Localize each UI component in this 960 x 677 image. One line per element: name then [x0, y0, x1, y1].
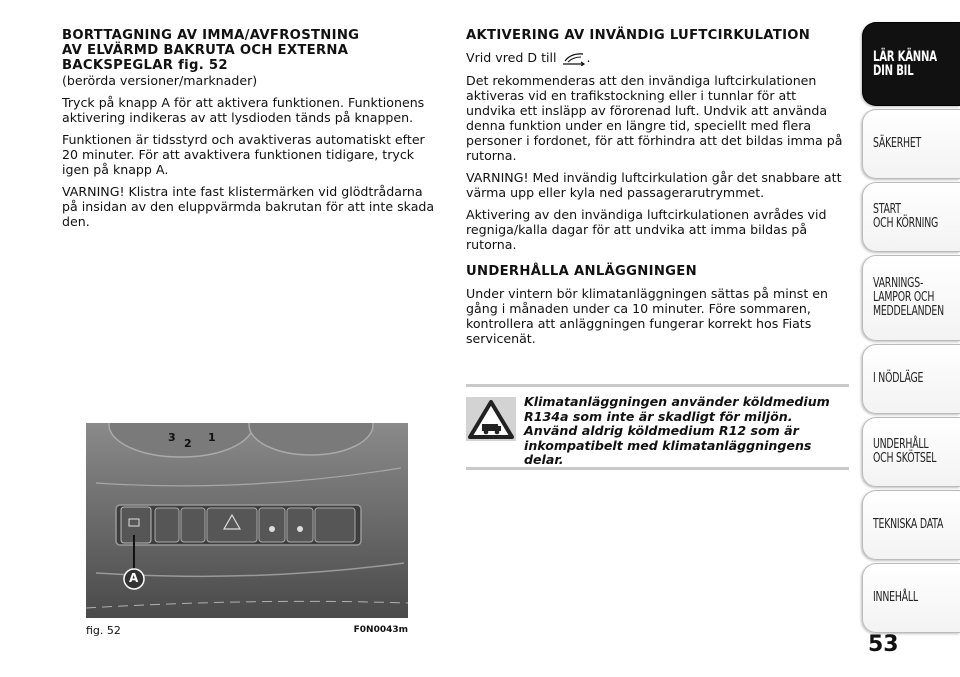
section-heading-defrost: BORTTAGNING AV IMMA/AVFROSTNING AV ELVÄRMD BAKRUTA OCH EXTERNA BACKSPEGLAR fig. 52 — [62, 28, 360, 73]
tab-lar-kanna-din-bil[interactable]: LÄR KÄNNA DIN BIL — [862, 22, 960, 106]
tab-i-nodlage[interactable]: I NÖDLÄGE — [862, 344, 960, 414]
chapter-sidebar — [862, 22, 960, 636]
tab-varningslampor[interactable]: VARNINGS- LAMPOR OCH MEDDELANDEN — [862, 255, 960, 341]
paragraph-activate: Tryck på knapp A för att aktivera funktionen. Funktionens aktivering indikeras av att lysdioden tänds på knappen. — [62, 95, 425, 125]
paragraph-maintenance: Under vintern bör klimatanläggningen sättas på minst en gång i månaden under ca 10 minuter. Före sommaren, kontrollera att anläggningen fungerar korrekt hos Fiats servicenät. — [466, 285, 829, 346]
section-heading-recirculation: AKTIVERING AV INVÄNDIG LUFTCIRKULATION — [466, 28, 811, 43]
dial-number-3: 3 — [168, 431, 176, 444]
left-column — [62, 28, 442, 236]
warning-text: Klimatanläggningen använder köldmedium R134a som inte är skadligt för miljön. Använd aldrig köldmedium R12 som är inkompatibelt med klimatanläggningens delar. — [524, 394, 830, 467]
tab-innehall[interactable]: INNEHÅLL — [862, 563, 960, 633]
environment-warning-box — [466, 384, 849, 470]
paragraph-warning-faster: VARNING! Med invändig luftcirkulation går det snabbare att värma upp eller kyla ned passagerarutrymmet. — [466, 169, 842, 200]
page-number: 53 — [868, 632, 899, 657]
recirculation-icon — [561, 52, 587, 66]
tab-sakerhet[interactable]: SÄKERHET — [862, 109, 960, 179]
warning-triangle-icon — [466, 397, 516, 441]
label-a: A — [129, 571, 139, 585]
paragraph-discouraged: Aktivering av den invändiga luftcirkulationen avrådes vid regniga/kalla dagar för att undvika att imma bildas på rutorna. — [466, 206, 827, 252]
dial-number-2: 2 — [184, 437, 192, 450]
paragraph-warning: VARNING! Klistra inte fast klistermärken vid glödtrådarna på insidan av den eluppvärmda bakrutan för att inte skada den. — [62, 184, 435, 229]
turn-knob-text: Vrid vred D till — [466, 50, 557, 65]
figure-number: fig. 52 — [86, 624, 121, 637]
turn-knob-period: . — [586, 50, 591, 65]
figure-52-dashboard-photo — [86, 423, 408, 618]
tab-tekniska-data[interactable]: TEKNISKA DATA — [862, 490, 960, 560]
figure-code: F0N0043m — [353, 625, 408, 635]
tab-underhall-och-skotsel[interactable]: UNDERHÅLL OCH SKÖTSEL — [862, 417, 960, 487]
paragraph-turn-knob — [466, 50, 848, 66]
paragraph-recommendation: Det rekommenderas att den invändiga luftcirkulationen aktiveras vid en trafikstockning eller i tunnlar för att undvika ett insläpp av förorenad luft. Undvik att använda denna funktion under en längre tid, speciellt med flera personer i fordonet, för att förhindra att det bildas imma på rutorna. — [466, 72, 843, 163]
right-column — [466, 28, 848, 353]
figure-caption — [86, 624, 408, 637]
section-heading-maintenance: UNDERHÅLLA ANLÄGGNINGEN — [466, 263, 697, 279]
dial-number-1: 1 — [208, 431, 216, 444]
versions-note: (berörda versioner/marknader) — [62, 73, 258, 88]
tab-start-och-korning[interactable]: START OCH KÖRNING — [862, 182, 960, 252]
paragraph-timer: Funktionen är tidsstyrd och avaktiveras automatiskt efter 20 minuter. För att avaktivera funktionen tidigare, tryck igen på knapp A. — [62, 132, 425, 177]
